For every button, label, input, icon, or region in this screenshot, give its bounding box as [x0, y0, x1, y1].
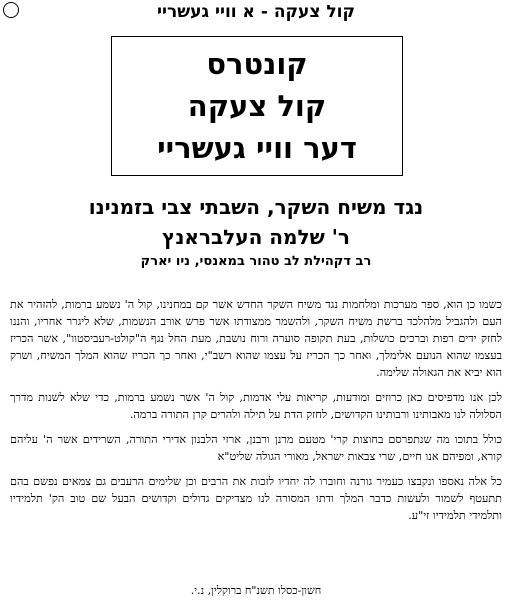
subtitle-line-1: נגד משיח השקר, השבתי צבי בזמנינו	[88, 195, 424, 219]
body-text	[10, 296, 502, 532]
punch-hole-icon	[3, 2, 19, 18]
paragraph-1: כשמו כן הוא, ספר מערכות ומלחמות נגד משיח השקר החדש אשר קם במחנינו, קול ה' נשמע ברמות, להזהיר את העם ולהגביל מלהלכד ברשת משיח השקר, ולהשמר ממצודתו אשר פרש אורב הנשמות, שלא ליגרר אחריו, והננו לחזק ידים רפות וברכים כושלות, בעת תקופה סוערה ורוח נושבת, מעת החל נגף ה"קולט-רעביסטוו", אשר הכריז בעצמו שהוא הנועם אלימלך, ואחר כך הכריז על עצמו שהוא רשב"י, ואחר כך הכריז שהוא המלך המשיח, ושרק הוא יביא את הגאולה שלימה.	[10, 298, 502, 379]
paragraph-2: לכן אנו מדפיסים כאן כרוזים ומודעות, קריאות עלי אדמות, קול ה' אשר נשמע ברמות, כדי שלא לשנות מדרך הסלולה לנו מאבותינו ורבותינו הקדושים, לחזק הדת על תילה ולהרים קרן התורה ברמה.	[10, 391, 502, 421]
title-line-3: דער וויי געשריי	[157, 131, 357, 165]
author-title: רב דקהילת לב טהור במאנסי, ניו יארק	[140, 254, 372, 269]
author-name: ר' שלמה העלבראנץ	[162, 225, 350, 249]
title-box	[111, 36, 403, 176]
title-line-2: קול צעקה	[187, 89, 327, 123]
page-header: קול צעקה - א וויי געשריי	[156, 2, 355, 22]
title-line-1: קונטרס	[206, 47, 308, 81]
paragraph-3: כולל בתוכו מה שנתפרסם בחוצות קרי' מטעם מרנן ורבנן, ארזי הלבנון אדירי התורה, השרידים אשר ה' עליהם קורא, ומפיהם אנו חיים, שרי צבאות ישראל, מאורי הגולה שליט"א	[10, 433, 502, 463]
date-location: חשון-כסלו תשנ"ח ברוקלין, נ.י.	[190, 584, 322, 597]
paragraph-4: כל אלה נאספו ונקבצו כעמיר גורנה וחוברו לה יחדיו לזכות את הרבים וכן שלימים הרעבים גם צמאים נפשם בהם תתעטף לשמור ולעשות כדבר המלך ודתו המסורה לנו מצדיקים גדולים וקדושים הבעל שם טוב הק' תלמידיו ותלמידי תלמידיו זי"ע.	[10, 475, 502, 522]
subtitle-block	[10, 192, 502, 272]
